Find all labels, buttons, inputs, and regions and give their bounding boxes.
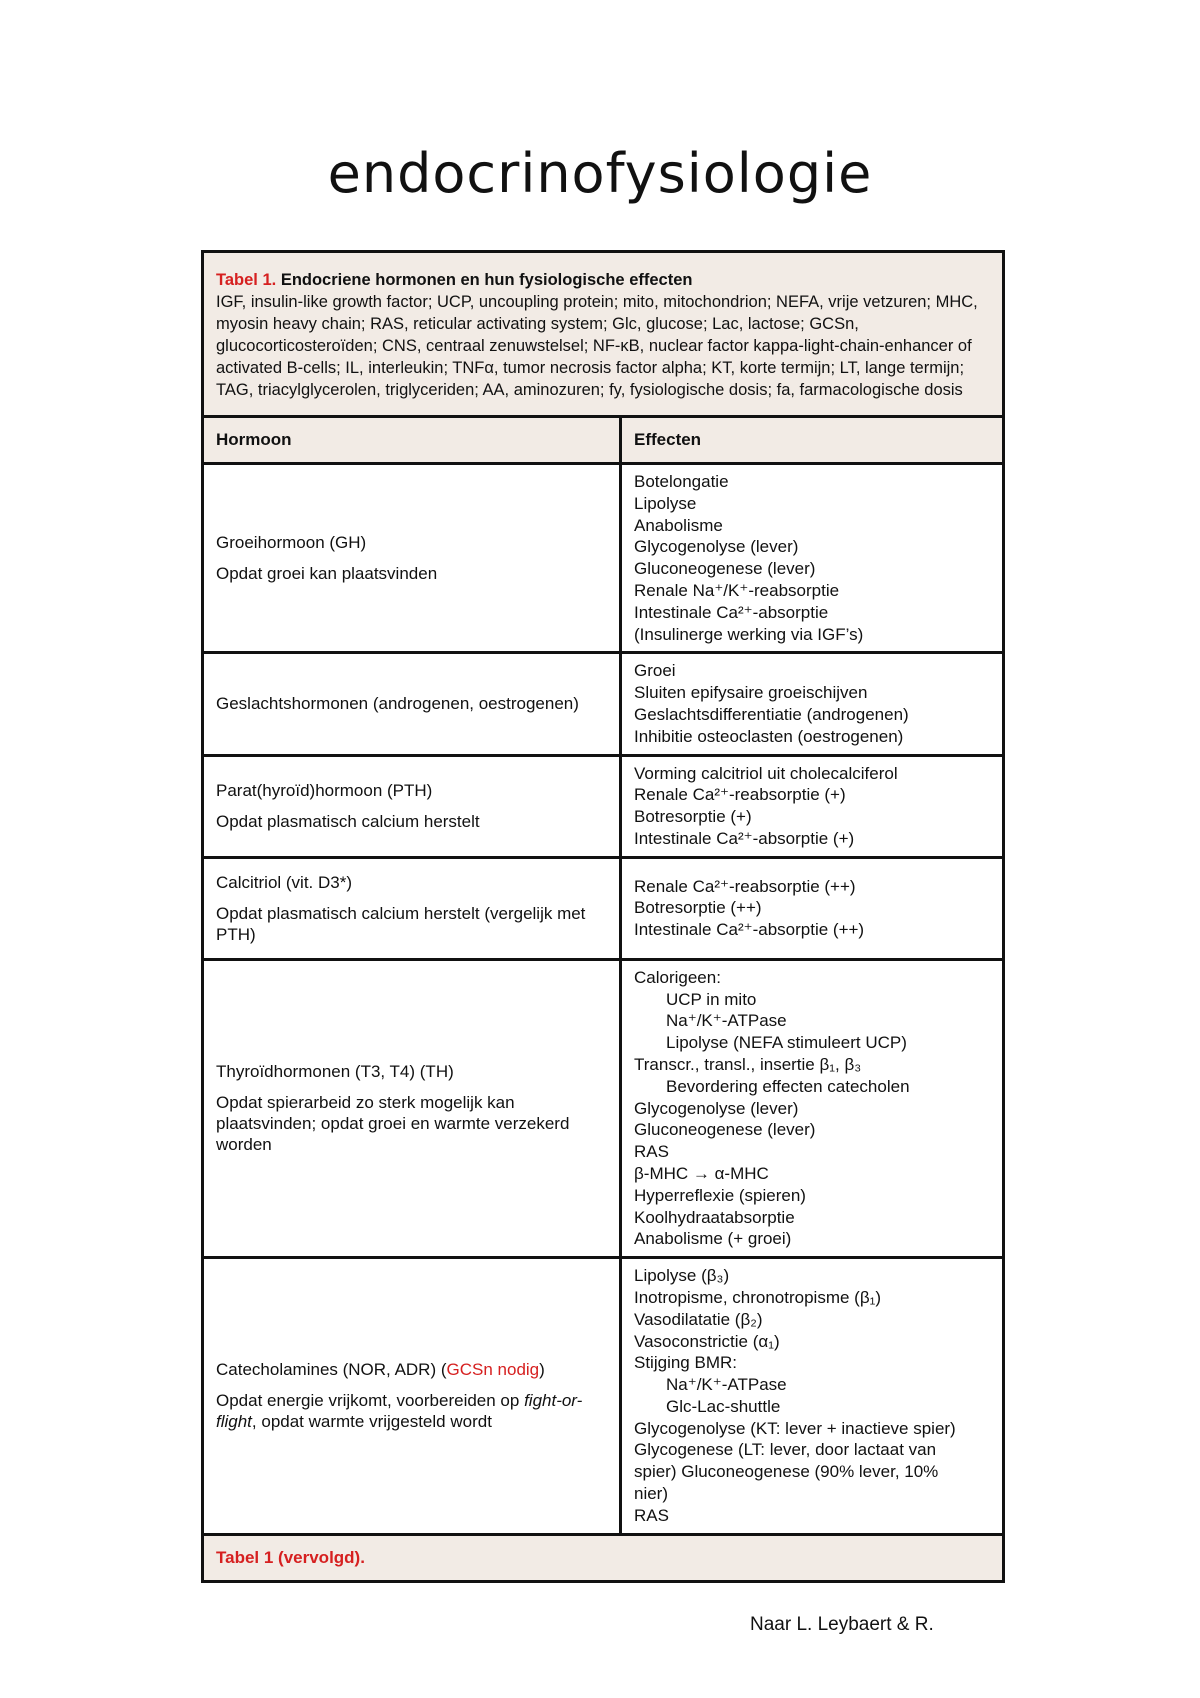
- effect-item: Botelongatie: [634, 472, 729, 491]
- effect-item: Renale Ca²⁺-reabsorptie (++): [634, 876, 856, 896]
- hormone-note: Opdat plasmatisch calcium herstelt: [216, 812, 480, 832]
- effects-cell: [621, 464, 1004, 653]
- effect-item: Botresorptie (++): [634, 898, 762, 918]
- hormone-cell: [203, 1258, 621, 1535]
- table-row: [203, 959, 1004, 1257]
- hormone-note: Opdat groei kan plaatsvinden: [216, 564, 438, 584]
- effect-item: Vasoconstrictie (α₁): [634, 1331, 780, 1351]
- effect-item: Lipolyse: [634, 493, 697, 513]
- effect-item: Glycogenolyse (lever): [634, 537, 799, 557]
- effect-item: Gluconeogenese (lever): [634, 1120, 816, 1140]
- effects-cell: [621, 755, 1004, 857]
- table-row: [203, 1258, 1004, 1535]
- table-row: [203, 464, 1004, 653]
- effect-item: RAS: [634, 1505, 669, 1525]
- effect-item: RAS: [634, 1142, 669, 1162]
- column-header-effects: Effecten: [621, 417, 1004, 464]
- hormone-name: Thyroïdhormonen (T3, T4) (TH): [216, 1062, 454, 1082]
- effect-item: Intestinale Ca²⁺-absorptie: [634, 602, 829, 622]
- hormone-name: Parat(hyroïd)hormoon (PTH): [216, 781, 433, 801]
- caption-label: Tabel 1.: [216, 271, 277, 289]
- effects-cell: [621, 653, 1004, 755]
- effect-item: nier): [634, 1484, 669, 1504]
- table-row: [203, 653, 1004, 755]
- hormone-cell: [203, 755, 621, 857]
- effect-item: β-MHC → α-MHC: [634, 1163, 769, 1183]
- table-row: [203, 755, 1004, 857]
- effect-item: Renale Ca²⁺-reabsorptie (+): [634, 785, 846, 805]
- hormone-table: [201, 250, 1005, 1583]
- effect-item: Hyperreflexie (spieren): [634, 1185, 806, 1205]
- effect-item: Anabolisme: [634, 515, 723, 535]
- effect-item: Inotropisme, chronotropisme (β₁): [634, 1287, 881, 1307]
- effect-item: Renale Na⁺/K⁺-reabsorptie: [634, 580, 840, 600]
- effect-item: Groei: [634, 661, 676, 681]
- hormone-note-part: Opdat energie vrijkomt, voorbereiden op: [216, 1391, 525, 1411]
- hormone-note: [216, 1390, 607, 1432]
- hormone-note-italic: fight-or-flight: [216, 1391, 583, 1432]
- effect-item: Vorming calcitriol uit cholecalciferol: [634, 763, 898, 783]
- effect-item: Vasodilatatie (β₂): [634, 1309, 763, 1329]
- hormone-cell: [203, 959, 621, 1257]
- hormone-name: Catecholamines (NOR, ADR) (GCSn nodig): [216, 1360, 545, 1380]
- effect-item: spier) Gluconeogenese (90% lever, 10%: [634, 1462, 939, 1482]
- credit-text: Naar L. Leybaert & R.: [750, 1614, 934, 1635]
- effect-item: Glycogenolyse (KT: lever + inactieve spier): [634, 1418, 956, 1438]
- page-title: endocrinofysiologie: [327, 142, 873, 205]
- effect-item: Inhibitie osteoclasten (oestrogenen): [634, 726, 904, 746]
- effect-item: Calorigeen:: [634, 967, 721, 987]
- hormone-name-note: GCSn nodig: [446, 1360, 540, 1380]
- effects-cell: [621, 1258, 1004, 1535]
- effect-item: Lipolyse (NEFA stimuleert UCP): [666, 1033, 907, 1053]
- effect-item: Intestinale Ca²⁺-absorptie (+): [634, 828, 855, 848]
- effect-item: Stijging BMR:: [634, 1353, 737, 1373]
- effect-item: Koolhydraatabsorptie: [634, 1207, 795, 1227]
- hormone-note: Opdat plasmatisch calcium herstelt (vergelijk met PTH): [216, 903, 586, 944]
- effect-item: Glycogenolyse (lever): [634, 1098, 799, 1118]
- effect-item: Intestinale Ca²⁺-absorptie (++): [634, 920, 865, 940]
- effect-item: Lipolyse (β₃): [634, 1266, 730, 1286]
- hormone-cell: [203, 653, 621, 755]
- hormone-note-part: , opdat warmte vrijgesteld wordt: [251, 1412, 492, 1432]
- hormone-name-text: Catecholamines (NOR, ADR): [216, 1360, 437, 1380]
- effect-item: Na⁺/K⁺-ATPase: [666, 1375, 787, 1395]
- table-footer: Tabel 1 (vervolgd).: [203, 1534, 1004, 1581]
- effect-item: Anabolisme (+ groei): [634, 1229, 792, 1249]
- effect-item: UCP in mito: [666, 989, 757, 1009]
- effect-item: Transcr., transl., insertie β₁, β₃: [634, 1054, 862, 1074]
- hormone-name: Groeihormoon (GH): [216, 533, 367, 553]
- effect-item: Glycogenese (LT: lever, door lactaat van: [634, 1440, 937, 1460]
- effect-item: Sluiten epifysaire groeischijven: [634, 683, 868, 703]
- effect-item: Bevordering effecten catecholen: [666, 1076, 910, 1096]
- hormone-note: Opdat spierarbeid zo sterk mogelijk kan plaatsvinden; opdat groei en warmte verzekerd worden: [216, 1093, 570, 1155]
- effect-item: Gluconeogenese (lever): [634, 559, 816, 579]
- caption-title: Endocriene hormonen en hun fysiologische effecten: [280, 271, 693, 289]
- table-caption: [203, 252, 1004, 417]
- effect-item: Botresorptie (+): [634, 807, 752, 827]
- hormone-cell: [203, 857, 621, 959]
- effects-cell: [621, 959, 1004, 1257]
- effect-item: (Insulinerge werking via IGF’s): [634, 624, 864, 644]
- effect-item: Geslachtsdifferentiatie (androgenen): [634, 704, 909, 724]
- effects-cell: [621, 857, 1004, 959]
- hormone-cell: [203, 464, 621, 653]
- abbreviations-text: IGF, insulin-like growth factor; UCP, uncoupling protein; mito, mitochondrion; NEFA, vrije vetzuren; MHC, myosin heavy chain; RAS, reticular activating system; Glc, glucose; Lac, lactose; GCSn, glucocorticosteroïden; CNS, centraal zenuwstelsel; NF-κB, nuclear factor kappa-light-chain-enhancer of activated B-cells; IL, interleukin; TNFα, tumor necrosis factor alpha; KT, korte termijn; LT, lange termijn; TAG, triacylglycerolen, triglyceriden; AA, aminozuren; fy, fysiologische dosis; fa, farmacologische dosis: [216, 293, 978, 399]
- column-header-hormone: Hormoon: [203, 417, 621, 464]
- effect-item: Glc-Lac-shuttle: [666, 1396, 781, 1416]
- hormone-name: Geslachtshormonen (androgenen, oestrogenen): [216, 694, 579, 714]
- effect-item: Na⁺/K⁺-ATPase: [666, 1011, 787, 1031]
- hormone-name: Calcitriol (vit. D3*): [216, 872, 353, 892]
- table-row: [203, 857, 1004, 959]
